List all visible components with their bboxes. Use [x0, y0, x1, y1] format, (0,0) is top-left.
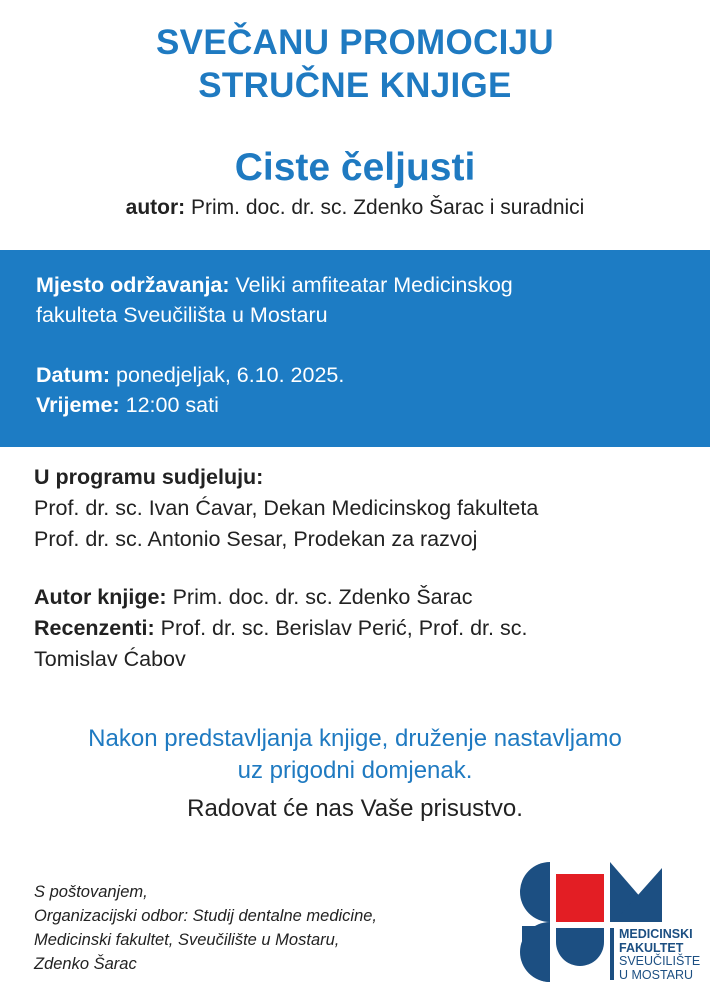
title-line-2: STRUČNE KNJIGE — [198, 65, 512, 105]
signature-block — [34, 880, 377, 976]
venue-line-2: fakulteta Sveučilišta u Mostaru — [36, 303, 328, 327]
book-author-value: Prim. doc. dr. sc. Zdenko Šarac — [166, 585, 473, 609]
rsvp-text: Radovat će nas Vaše prisustvo. — [187, 795, 523, 822]
reviewers-line — [34, 613, 684, 644]
author-value: Prim. doc. dr. sc. Zdenko Šarac i suradnici — [185, 196, 585, 219]
date-line — [36, 360, 674, 390]
title-line-1: SVEČANU PROMOCIJU — [156, 23, 554, 62]
reviewers-value: Prof. dr. sc. Berislav Perić, Prof. dr. sc. — [154, 616, 528, 640]
book-author-label: Autor knjige: — [34, 585, 167, 609]
reception-notice — [0, 723, 710, 787]
reviewers-line-2: Tomislav Ćabov — [34, 647, 186, 671]
program-section — [34, 462, 684, 675]
signature-line: Organizacijski odbor: Studij dentalne medicine, — [34, 907, 378, 925]
time-value: 12:00 sati — [119, 393, 219, 417]
date-value: ponedjeljak, 6.10. 2025. — [110, 363, 345, 387]
faculty-logo — [514, 860, 704, 990]
reviewers-label: Recenzenti: — [34, 616, 155, 640]
author-label: autor: — [125, 196, 186, 219]
logo-line-1: MEDICINSKI — [619, 927, 693, 941]
venue-line — [36, 270, 674, 300]
participant-item: Prof. dr. sc. Antonio Sesar, Prodekan za razvoj — [34, 527, 478, 551]
program-heading: U programu sudjeluju: — [34, 465, 264, 489]
notice-line-2: uz prigodni domjenak. — [237, 757, 473, 784]
venue-value: Veliki amfiteatar Medicinskog — [229, 273, 513, 297]
invitation-title — [0, 22, 710, 107]
date-label: Datum: — [36, 363, 111, 387]
event-details-band — [0, 250, 710, 447]
book-title: Ciste čeljusti — [234, 146, 476, 189]
signature-line: Zdenko Šarac — [34, 955, 137, 973]
venue-label: Mjesto održavanja: — [36, 273, 230, 297]
logo-text — [619, 928, 700, 982]
logo-line-3: SVEUČILIŠTE — [619, 954, 701, 968]
notice-line-1: Nakon predstavljanja knjige, druženje nastavljamo — [88, 725, 622, 752]
signature-line: S poštovanjem, — [34, 883, 148, 901]
time-label: Vrijeme: — [36, 393, 120, 417]
logo-line-4: U MOSTARU — [619, 967, 694, 982]
logo-line-2: FAKULTET — [619, 940, 684, 955]
participant-item: Prof. dr. sc. Ivan Ćavar, Dekan Medicinskog fakulteta — [34, 496, 539, 520]
author-line — [0, 196, 710, 220]
time-line — [36, 390, 674, 420]
book-author-line — [34, 582, 684, 613]
signature-line: Medicinski fakultet, Sveučilište u Mostaru, — [34, 931, 340, 949]
